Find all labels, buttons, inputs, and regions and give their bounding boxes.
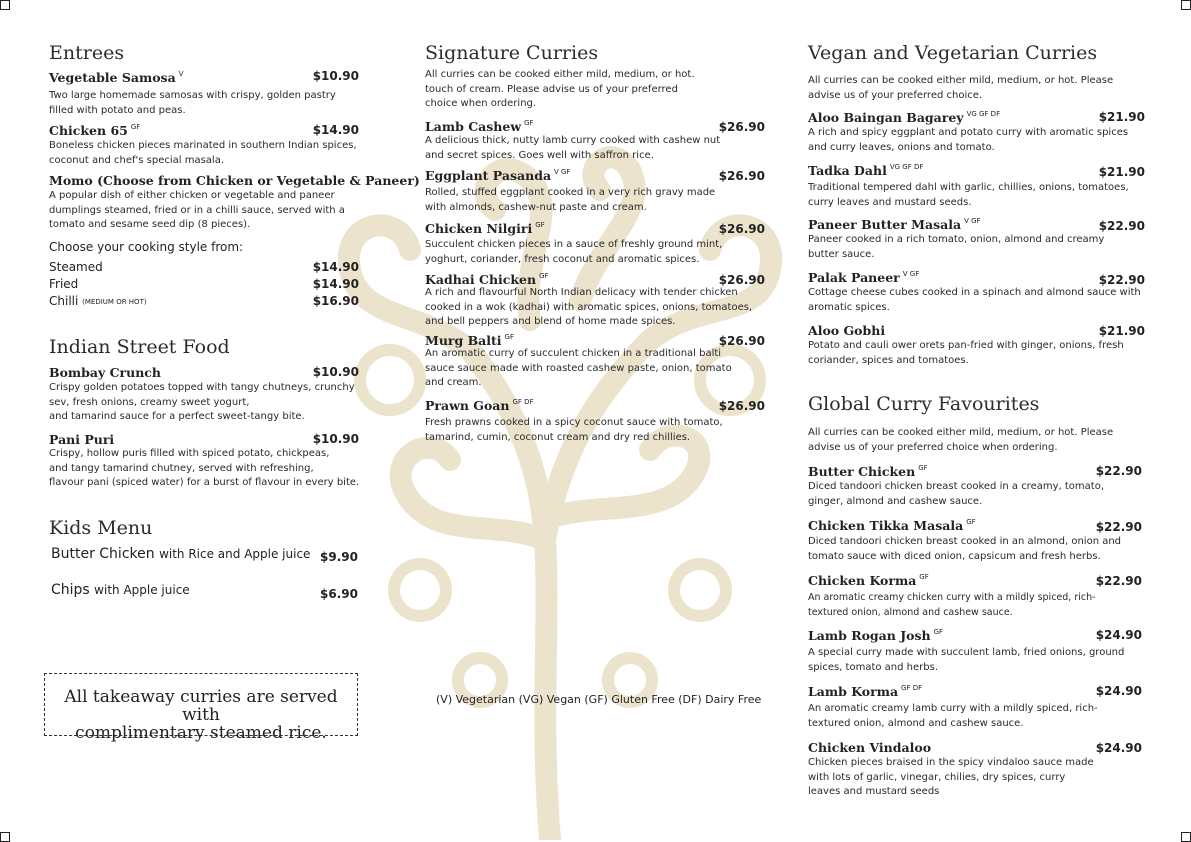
item-price: $21.90	[1098, 165, 1145, 179]
style-name: Steamed	[49, 260, 103, 274]
section-title: Vegan and Vegetarian Curries	[808, 42, 1098, 64]
item-description: Cottage cheese cubes cooked in a spinach and almond sauce with aromatic spices.	[808, 287, 1141, 313]
section-intro: All curries can be cooked either mild, medium, or hot. Please advise us of your preferred choice when ordering.	[808, 427, 1114, 453]
item-description: An aromatic creamy chicken curry with a mildly spiced, rich- textured onion, almond and cashew sauce.	[808, 592, 1096, 618]
item-price: $24.90	[1095, 628, 1142, 642]
item-price: $10.90	[312, 69, 359, 83]
item-description: An aromatic curry of succulent chicken in a traditional balti sauce sauce made with roasted cashew paste, onion, tomato and cream.	[425, 348, 732, 388]
item-price: $9.90	[320, 550, 358, 564]
item-name: Chicken Vindaloo	[808, 740, 932, 755]
item-price: $10.90	[312, 432, 359, 446]
item-name: Eggplant Pasanda $^{V GF}$	[425, 168, 571, 183]
item-price: $24.90	[1095, 741, 1142, 755]
style-prompt: Choose your cooking style from:	[49, 240, 244, 254]
item-name: Murg Balti $^{GF}$	[425, 333, 514, 348]
item-description: Crispy, hollow puris filled with spiced potato, chickpeas, and tangy tamarind chutney, served with refreshing, flavour pani (spiced water) for a burst of flavour in every bite.	[49, 448, 360, 488]
style-price: $16.90	[312, 294, 359, 308]
item-name: Vegetable Samosa $^V$	[49, 70, 184, 85]
kids-item: Butter Chicken with Rice and Apple juice	[51, 546, 311, 562]
item-name: Bombay Crunch	[49, 365, 161, 380]
item-price: $26.90	[718, 334, 765, 348]
item-description: Diced tandoori chicken breast cooked in a creamy, tomato, ginger, almond and cashew sauce.	[808, 481, 1105, 507]
crop-mark	[0, 832, 10, 842]
item-price: $21.90	[1098, 110, 1145, 124]
crop-mark	[1181, 832, 1191, 842]
item-price: $26.90	[718, 399, 765, 413]
item-description: Two large homemade samosas with crispy, golden pastry filled with potato and peas.	[49, 90, 336, 116]
style-price: $14.90	[312, 277, 359, 291]
item-name: Lamb Rogan Josh $^{GF}$	[808, 628, 944, 643]
crop-mark	[1181, 0, 1191, 10]
item-name: Butter Chicken $^{GF}$	[808, 464, 928, 479]
style-name: Chilli (MEDIUM OR HOT)	[49, 294, 147, 308]
item-name: Chicken Korma $^{GF}$	[808, 573, 929, 588]
section-title: Signature Curries	[425, 42, 599, 64]
section-intro: All curries can be cooked either mild, medium, or hot. Please advise us of your preferred choice.	[808, 75, 1114, 101]
item-price: $22.90	[1098, 273, 1145, 287]
section-title: Kids Menu	[49, 517, 153, 539]
kids-item: Chips with Apple juice	[51, 582, 190, 598]
item-description: Succulent chicken pieces in a sauce of freshly ground mint, yoghurt, coriander, fresh coconut and aromatic spices.	[425, 239, 723, 265]
item-price: $6.90	[320, 587, 358, 601]
item-description: A special curry made with succulent lamb, fried onions, ground spices, tomato and herbs.	[808, 647, 1125, 673]
item-description: A popular dish of either chicken or vegetable and paneer dumplings steamed, fried or in a chilli sauce, served with a tomato and sesame seed dip (8 pieces).	[49, 190, 345, 230]
item-description: Boneless chicken pieces marinated in southern Indian spices, coconut and chef's special masala.	[49, 140, 357, 166]
item-name: Tadka Dahl $^{VG GF DF}$	[808, 163, 924, 178]
item-description: Fresh prawns cooked in a spicy coconut sauce with tomato, tamarind, cumin, coconut cream and dry red chillies.	[425, 417, 723, 443]
item-name: Kadhai Chicken $^{GF}$	[425, 272, 549, 287]
item-name: Chicken 65 $^{GF}$	[49, 123, 141, 138]
style-price: $14.90	[312, 260, 359, 274]
item-description: A rich and flavourful North Indian delicacy with tender chicken cooked in a wok (kadhai) with aromatic spices, onions, tomatoes, and bell peppers and blend of home made spices.	[425, 287, 753, 327]
item-name: Chicken Tikka Masala $^{GF}$	[808, 518, 976, 533]
item-price: $22.90	[1095, 520, 1142, 534]
item-description: Potato and cauli ower orets pan-fried with ginger, onions, fresh coriander, spices and tomatoes.	[808, 340, 1124, 366]
item-description: A rich and spicy eggplant and potato curry with aromatic spices and curry leaves, onions and tomato.	[808, 127, 1129, 153]
item-description: An aromatic creamy lamb curry with a mildly spiced, rich- textured onion, almond and cashew sauce.	[808, 703, 1098, 729]
item-name: Chicken Nilgiri $^{GF}$	[425, 221, 545, 236]
item-description: A delicious thick, nutty lamb curry cooked with cashew nut and secret spices. Goes well with saffron rice.	[425, 135, 721, 161]
item-name: Prawn Goan $^{GF DF}$	[425, 398, 534, 413]
item-name: Pani Puri	[49, 432, 115, 447]
item-name: Aloo Baingan Bagarey $^{VG GF DF}$	[808, 110, 1001, 125]
item-name: Momo (Choose from Chicken or Vegetable & Paneer)	[49, 173, 420, 188]
item-price: $26.90	[718, 273, 765, 287]
item-price: $21.90	[1098, 324, 1145, 338]
item-price: $26.90	[718, 120, 765, 134]
crop-mark	[0, 0, 10, 10]
item-price: $24.90	[1095, 684, 1142, 698]
item-price: $22.90	[1095, 464, 1142, 478]
dietary-legend: (V) Vegetarian (VG) Vegan (GF) Gluten Free (DF) Dairy Free	[436, 693, 762, 706]
item-price: $14.90	[312, 123, 359, 137]
section-title: Indian Street Food	[49, 336, 230, 358]
item-name: Palak Paneer $^{V GF}$	[808, 270, 920, 285]
item-price: $26.90	[718, 169, 765, 183]
takeaway-note: All takeaway curries are served with complimentary steamed rice.	[44, 673, 358, 736]
item-name: Paneer Butter Masala $^{V GF}$	[808, 217, 981, 232]
item-description: Diced tandoori chicken breast cooked in an almond, onion and tomato sauce with diced onion, capsicum and fresh herbs.	[808, 536, 1122, 562]
item-name: Lamb Korma $^{GF DF}$	[808, 684, 923, 699]
item-description: Paneer cooked in a rich tomato, onion, almond and creamy butter sauce.	[808, 234, 1105, 260]
item-description: Rolled, stuffed eggplant cooked in a very rich gravy made with almonds, cashew-nut paste and cream.	[425, 187, 716, 213]
section-title: Global Curry Favourites	[808, 393, 1040, 415]
item-name: Lamb Cashew $^{GF}$	[425, 119, 534, 134]
item-description: Chicken pieces braised in the spicy vindaloo sauce made with lots of garlic, vinegar, chilies, dry spices, curry leaves and mustard seeds	[808, 757, 1094, 797]
item-price: $26.90	[718, 222, 765, 236]
item-description: Traditional tempered dahl with garlic, chillies, onions, tomatoes, curry leaves and mustard seeds.	[808, 182, 1129, 208]
item-price: $10.90	[312, 365, 359, 379]
section-intro: All curries can be cooked either mild, medium, or hot. touch of cream. Please advise us of your preferred choice when ordering.	[425, 69, 695, 109]
section-title: Entrees	[49, 42, 125, 64]
item-description: Crispy golden potatoes topped with tangy chutneys, crunchy sev, fresh onions, creamy sweet yogurt, and tamarind sauce for a perfect sweet-tangy bite.	[49, 382, 355, 422]
item-price: $22.90	[1095, 574, 1142, 588]
item-name: Aloo Gobhi	[808, 323, 886, 338]
style-name: Fried	[49, 277, 79, 291]
item-price: $22.90	[1098, 219, 1145, 233]
